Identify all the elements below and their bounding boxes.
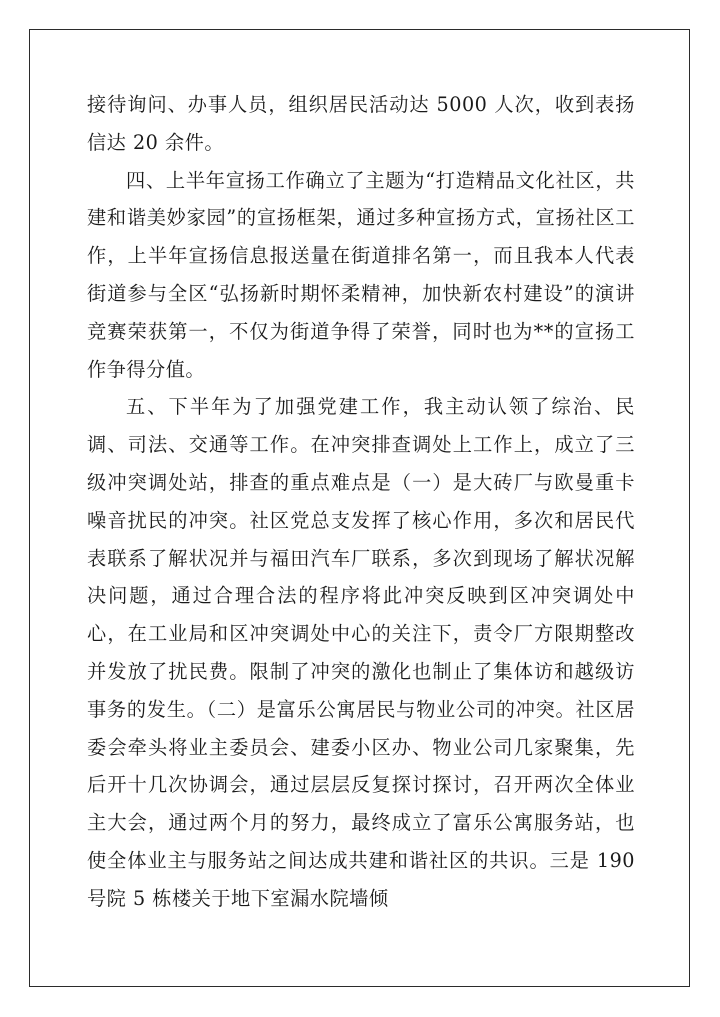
paragraph-continuation: 接待询问、办事人员，组织居民活动达 5000 人次，收到表扬信达 20 余件。 <box>87 93 635 154</box>
document-body <box>87 86 635 918</box>
paragraph-section-four: 四、上半年宣扬工作确立了主题为“打造精品文化社区，共建和谐美妙家园”的宣扬框架，通过多种宣扬方式，宣扬社区工作，上半年宣扬信息报送量在街道排名第一，而且我本人代表街道参与全区“弘扬新时期怀柔精神，加快新农村建设”的演讲竞赛荣获第一，不仅为街道争得了荣誉，同时也为**的宣扬工作争得分值。 <box>87 168 635 381</box>
paragraph-section-five: 五、下半年为了加强党建工作，我主动认领了综治、民调、司法、交通等工作。在冲突排查调处上工作上，成立了三级冲突调处站，排查的重点难点是（一）是大砖厂与欧曼重卡噪音扰民的冲突。社区党总支发挥了核心作用，多次和居民代表联系了解状况并与福田汽车厂联系，多次到现场了解状况解决问题，通过合理合法的程序将此冲突反映到区冲突调处中心，在工业局和区冲突调处中心的关注下，责令厂方限期整改并发放了扰民费。限制了冲突的激化也制止了集体访和越级访事务的发生。（二）是富乐公寓居民与物业公司的冲突。社区居委会牵头将业主委员会、建委小区办、物业公司几家聚集，先后开十几次协调会，通过层层反复探讨探讨，召开两次全体业主大会，通过两个月的努力，最终成立了富乐公寓服务站，也使全体业主与服务站之间达成共建和谐社区的共识。三是 190 号院 5 栋楼关于地下室漏水院墙倾 <box>87 395 635 910</box>
